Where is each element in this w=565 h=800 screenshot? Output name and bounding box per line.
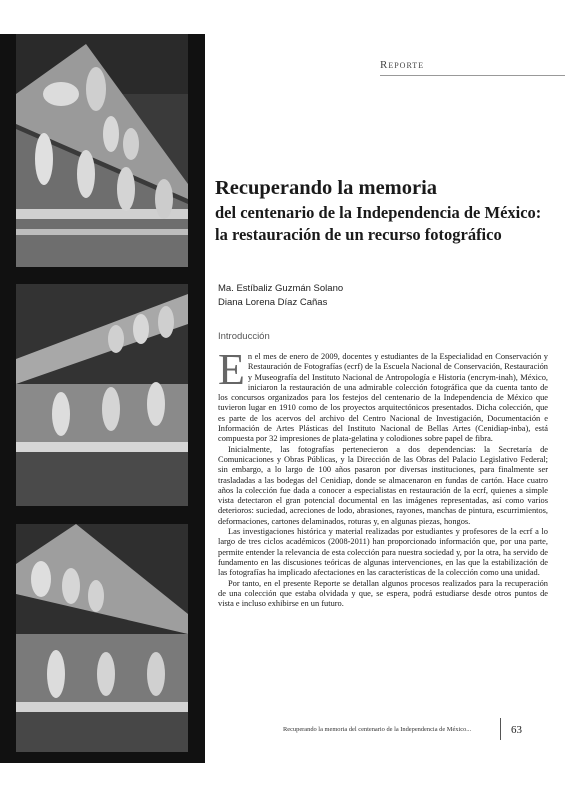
- photo-pediment-3: [16, 524, 188, 752]
- photo-pediment-1: [16, 34, 188, 267]
- section-label: Reporte: [380, 59, 425, 71]
- footer-divider: [500, 718, 501, 740]
- photo-filmstrip: [0, 34, 205, 763]
- section-heading: Introducción: [218, 331, 270, 342]
- author-name: Ma. Estíbaliz Guzmán Solano: [218, 283, 344, 294]
- paragraph-text: n el mes de enero de 2009, docentes y estudiantes de la Especialidad en Conservación y Restauración de Fotografías (ecrf) de la Escuela Nacional de Conservación, Restauración y Museografía del Instituto Nacional de Antropología e Historia (encrym-inah), México, iniciaron la restauración de una admirable colección fotográfica que da cuenta tanto de los concursos organizados para los festejos del centenario de la Independencia de México que tuvieron lugar en 1910 como de los proyectos arquitectónicos presentados. Dicha colección, que es parte de los acervos del archivo del Centro Nacional de Investigación, Documentación e Información de Artes Plásticas del Instituto Nacional de Bellas Artes (Cenidiap-inba), está compuesta por 32 impresiones de plata-gelatina y colodiones sobre papel de fibra.: [218, 352, 548, 444]
- paragraph: Inicialmente, las fotografías pertenecieron a dos dependencias: la Secretaría de Comunicaciones y Obras Públicas, y la Dirección de las Obras del Palacio Legislativo Federal; sin embargo, a lo largo de 100 años pasaron por diversas instituciones, para finalmente ser trasladadas a las bodegas del Cenidiap, donde se almacenaron en fundas de cartón. Hace cuatro años la colección fue dada a conocer a especialistas en restauración de la ecrf, quienes a simple vista detectaron el gran potencial documental en las imágenes representadas, así como varios deterioros: suciedad, acreciones de lodo, abrasiones, rayones, manchas de pintura, escurrimientos, deformaciones, cartones delaminados, roturas y, en algunas piezas, hongos.: [218, 444, 548, 526]
- paragraph: Por tanto, en el presente Reporte se detallan algunos procesos realizados para la recuperación de una colección que estaba olvidada y que, se espera, podrá estudiarse desde otros puntos de vista e incluso exhibirse en un futuro.: [218, 578, 548, 609]
- page-number: 63: [511, 724, 522, 736]
- authors: [218, 282, 558, 310]
- photo-pediment-2: [16, 284, 188, 506]
- paragraph: [218, 345, 548, 445]
- section-divider: [380, 75, 565, 76]
- article-body: [218, 345, 548, 609]
- paragraph: Las investigaciones histórica y material realizadas por estudiantes y profesores de la ecrf a lo largo de tres ciclos académicos (2008-2011) han proporcionado información que, por una parte, permite entender la relevancia de esta colección para nuestra sociedad y, por la otra, ha servido de fundamento en las discusiones teóricas de algunas intervenciones, en las que la estabilización de las fotografías ha implicado afectaciones en las características de la colección como una unidad.: [218, 527, 548, 578]
- article-title: Recuperando la memoria: [215, 177, 438, 199]
- running-footer: Recuperando la memoria del centenario de la Independencia de México...: [283, 726, 472, 733]
- article-subtitle: del centenario de la Independencia de México: la restauración de un recurso fotográfico: [215, 203, 542, 244]
- author-name: Diana Lorena Díaz Cañas: [218, 297, 328, 308]
- drop-cap: E: [218, 345, 245, 394]
